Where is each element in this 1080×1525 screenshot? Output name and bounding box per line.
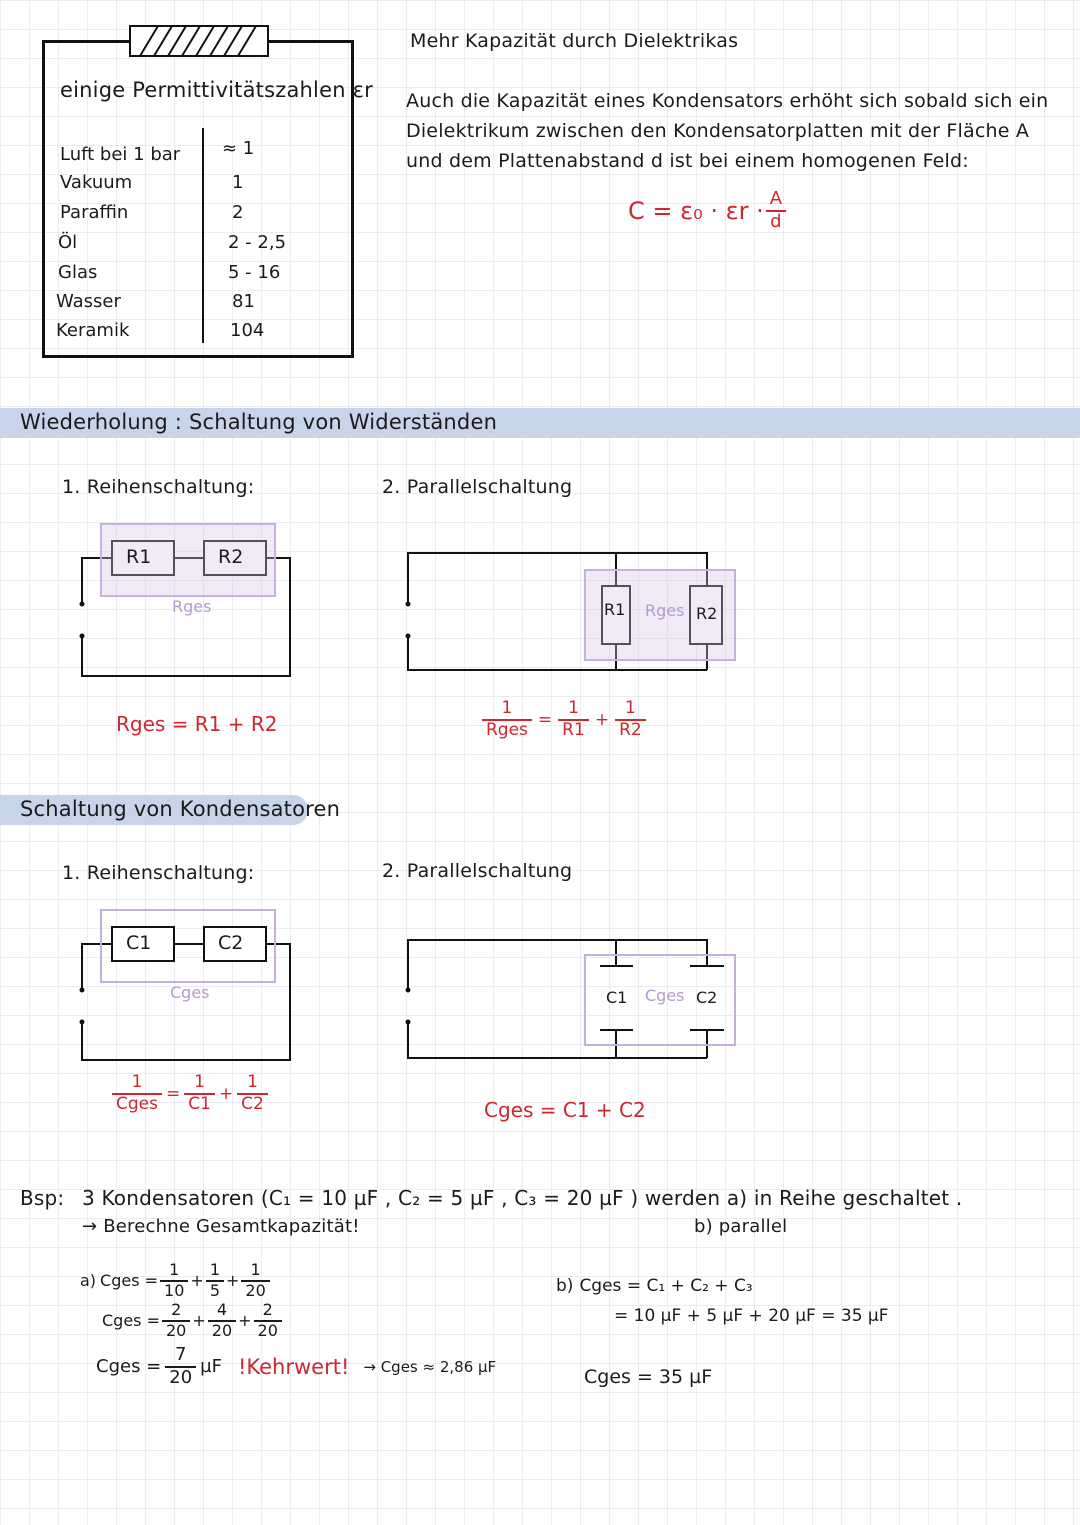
fraction-denominator: Cges	[116, 1093, 158, 1114]
fraction	[164, 1302, 188, 1340]
fraction	[560, 700, 587, 740]
rges-series-label: Rges	[172, 597, 212, 616]
example-label: Bsp:	[20, 1186, 65, 1210]
unit: µF	[200, 1356, 222, 1378]
capacitor-c1-parallel-label: C1	[606, 988, 628, 1007]
fraction	[484, 700, 530, 740]
fraction-numerator: 1	[194, 1072, 205, 1092]
section-title-resistors: Wiederholung : Schaltung von Widerständen	[20, 410, 498, 434]
part-b-label: b)	[556, 1276, 574, 1296]
fraction-numerator: 7	[174, 1344, 187, 1365]
plus-sign: +	[594, 709, 610, 730]
capacitor-c1-label: C1	[126, 932, 152, 954]
fraction	[256, 1302, 280, 1340]
material-name: Keramik	[56, 320, 130, 341]
fraction-denominator: Rges	[486, 719, 528, 740]
material-value: ≈ 1	[222, 138, 255, 159]
resistor-parallel-formula	[484, 700, 644, 740]
part-a-result: → Cges ≈ 2,86 µF	[363, 1357, 497, 1376]
part-a-line2	[102, 1302, 280, 1340]
fraction	[114, 1074, 160, 1114]
permittivity-title: einige Permittivitätszahlen εr	[60, 78, 373, 102]
plus-sign: +	[238, 1311, 252, 1331]
parallel-title: 2. Parallelschaltung	[382, 476, 573, 498]
fraction-numerator: 4	[216, 1300, 228, 1319]
fraction-denominator: R1	[562, 719, 585, 740]
fraction-numerator: 1	[250, 1260, 261, 1279]
fraction-numerator: 2	[171, 1300, 182, 1319]
fraction-numerator: 2	[262, 1300, 273, 1319]
capacitor-c2-label: C2	[218, 932, 244, 954]
fraction-denominator: 5	[209, 1280, 220, 1300]
fraction	[167, 1346, 194, 1388]
fraction-denominator: 20	[166, 1320, 187, 1340]
cges-symbol: Cges =	[100, 1271, 159, 1291]
section-title-capacitors: Schaltung von Kondensatoren	[20, 797, 341, 821]
material-name: Wasser	[56, 291, 121, 312]
formula-denominator: d	[770, 210, 782, 232]
capacitor-parallel-formula: Cges = C1 + C2	[484, 1098, 646, 1122]
resistor-r2-parallel-label: R2	[696, 604, 718, 623]
fraction-numerator: 1	[169, 1260, 180, 1279]
rges-parallel-label: Rges	[645, 601, 685, 620]
fraction	[208, 1262, 222, 1300]
dielectric-line: Dielektrikum zwischen den Kondensatorplatten mit der Fläche A	[406, 120, 1030, 142]
series-title: 1. Reihenschaltung:	[62, 862, 255, 884]
dielectric-line: Auch die Kapazität eines Kondensators erhöht sich sobald sich ein	[406, 90, 1049, 112]
fraction	[186, 1074, 213, 1114]
fraction-numerator: 1	[131, 1072, 143, 1092]
example-task-line: → Berechne Gesamtkapazität!	[82, 1216, 360, 1237]
fraction-denominator: 20	[257, 1320, 278, 1340]
fraction	[617, 700, 644, 740]
resistor-r1-parallel-label: R1	[604, 600, 626, 619]
part-a-label: a)	[80, 1271, 97, 1291]
material-value: 2 - 2,5	[228, 232, 287, 253]
dielectric-line: und dem Plattenabstand d ist bei einem homogenen Feld:	[406, 150, 969, 172]
dielectric-heading: Mehr Kapazität durch Dielektrikas	[410, 30, 739, 52]
fraction	[239, 1074, 266, 1114]
plus-sign: +	[190, 1271, 204, 1291]
fraction-denominator: 20	[211, 1320, 233, 1340]
fraction-numerator: 1	[568, 698, 579, 718]
fraction-numerator: 1	[624, 698, 636, 718]
cges-series-label: Cges	[170, 983, 210, 1002]
cges-parallel-label: Cges	[645, 986, 685, 1005]
plus-sign: +	[192, 1311, 206, 1331]
material-name: Vakuum	[60, 172, 133, 193]
material-name: Luft bei 1 bar	[60, 144, 181, 165]
formula-numerator: A	[769, 188, 783, 209]
capacitor-series-formula	[114, 1074, 266, 1114]
equals-sign: =	[537, 709, 553, 730]
fraction	[210, 1302, 234, 1340]
fraction-denominator: C1	[188, 1093, 211, 1114]
fraction	[162, 1262, 186, 1300]
part-b-result: Cges = 35 µF	[584, 1366, 713, 1388]
material-value: 1	[232, 172, 244, 193]
plus-sign: +	[218, 1083, 234, 1104]
material-value: 81	[232, 291, 255, 312]
formula-lhs: C = ε₀ · εr ·	[628, 196, 764, 225]
fraction-denominator: 20	[169, 1366, 193, 1388]
material-name: Paraffin	[60, 202, 129, 223]
example-task-line: 3 Kondensatoren (C₁ = 10 µF , C₂ = 5 µF , C₃ = 20 µF ) werden a) in Reihe geschaltet .	[82, 1186, 963, 1210]
fraction-numerator: 1	[209, 1260, 220, 1279]
resistor-r2-label: R2	[218, 546, 244, 568]
parallel-title: 2. Parallelschaltung	[382, 860, 573, 882]
material-value: 104	[230, 320, 265, 341]
material-name: Glas	[58, 262, 98, 283]
resistor-r1-label: R1	[126, 546, 152, 568]
plus-sign: +	[226, 1271, 240, 1291]
series-title: 1. Reihenschaltung:	[62, 476, 255, 498]
part-a-line3	[96, 1346, 496, 1388]
fraction-denominator: C2	[241, 1093, 264, 1114]
part-b-formula: Cges = C₁ + C₂ + C₃	[579, 1276, 753, 1296]
fraction	[243, 1262, 267, 1300]
cges-symbol: Cges =	[102, 1311, 160, 1331]
part-b-line1	[556, 1276, 753, 1296]
material-value: 5 - 16	[228, 262, 281, 283]
equals-sign: =	[165, 1083, 181, 1104]
material-value: 2	[232, 202, 244, 223]
capacitor-c2-parallel-label: C2	[696, 988, 718, 1007]
fraction-denominator: 20	[245, 1280, 266, 1300]
cges-symbol: Cges =	[96, 1356, 162, 1378]
fraction-numerator: 1	[247, 1072, 258, 1092]
fraction-numerator: 1	[501, 698, 513, 718]
part-b-line2: = 10 µF + 5 µF + 20 µF = 35 µF	[614, 1306, 889, 1326]
example-task-line: b) parallel	[694, 1216, 788, 1237]
kehrwert-note: !Kehrwert!	[237, 1354, 350, 1379]
fraction-denominator: R2	[619, 719, 642, 740]
part-a-line1	[80, 1262, 268, 1300]
fraction-denominator: 10	[164, 1280, 185, 1300]
resistor-series-formula: Rges = R1 + R2	[116, 712, 278, 736]
material-name: Öl	[58, 232, 78, 253]
